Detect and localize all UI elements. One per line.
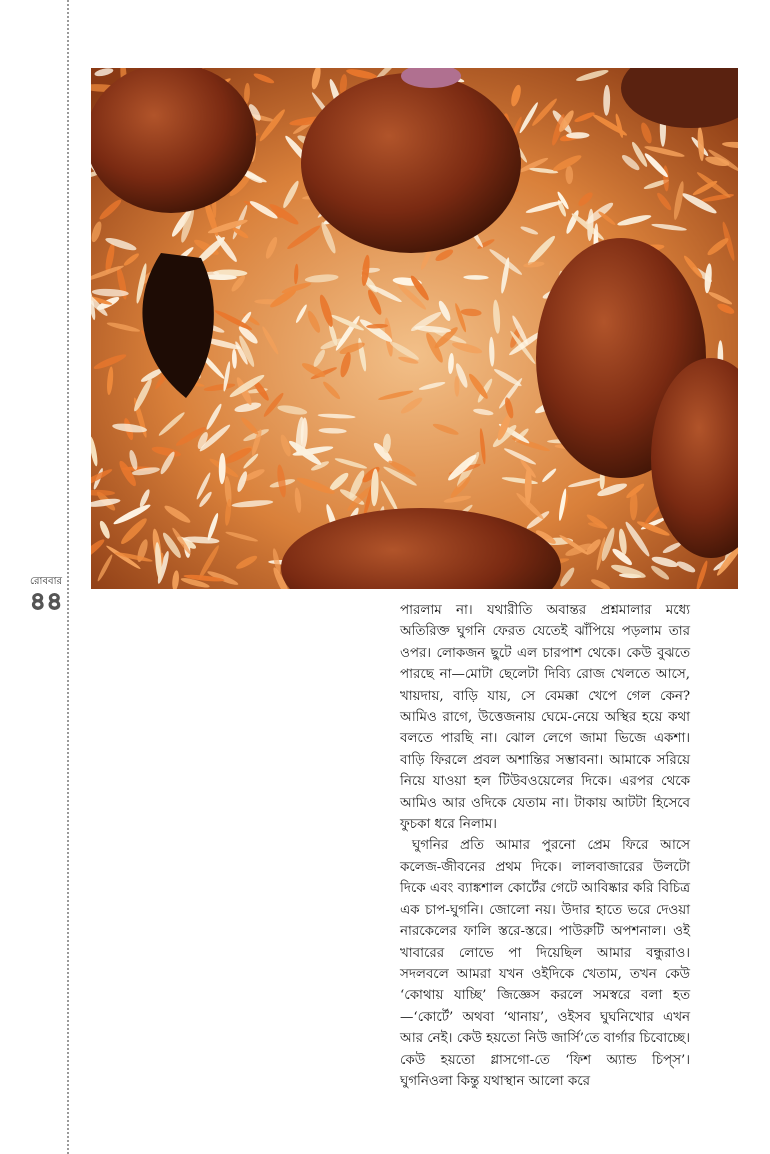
page-number: ৪৪ xyxy=(30,587,64,615)
page-folio xyxy=(30,576,74,614)
article-paragraph: পারলাম না। যথারীতি অবান্তর প্রশ্নমালার মধ্যে অতিরিক্ত ঘুগনি ফেরত যেতেই ঝাঁপিয়ে পড়লাম তার ওপর। লোকজন ছুটে এল চারপাশ থেকে। কেউ বুঝতে পারছে না—মোটা ছেলেটা দিব্যি রোজ খেলতে আসে, খায়দায়, বাড়ি যায়, সে বেমক্কা খেপে গেল কেন? আমিও রাগে, উত্তেজনায় ঘেমে-নেয়ে অস্থির হয়ে কথা বলতে পারছি না। ঝোল লেগে জামা ভিজে একশা। বাড়ি ফিরলে প্রবল অশান্তির সম্ভাবনা। আমাকে সরিয়ে নিয়ে যাওয়া হল টিউবওয়েলের দিকে। এরপর থেকে আমিও আর ওদিকে যেতাম না। টাকায় আটটা হিসেবে ফুচকা ধরে নিলাম। xyxy=(400,603,690,833)
article-paragraph: ঘুগনির প্রতি আমার পুরনো প্রেম ফিরে আসে কলেজ-জীবনের প্রথম দিকে। লালবাজারের উলটো দিকে এবং ব্যাঙ্কশাল কোর্টের গেটে আবিষ্কার করি বিচিত্র এক চাপ-ঘুগনি। জোলো নয়। উদার হাতে ভরে দেওয়া নারকেলের ফালি স্তরে-স্তরে। পাউরুটি অপশনাল। ওই খাবারের লোভে পা দিয়েছিল আমার বন্ধুরাও। সদলবলে আমরা যখন ওইদিকে খেতাম, তখন কেউ ‘কোথায় যাচ্ছি’ জিজ্ঞেস করলে সমস্বরে বলা হত—‘কোর্টে’ অথবা ‘থানায়’, ওইসব ঘুঘনিখোর এখন আর নেই। কেউ হয়তো নিউ জার্সি’তে বার্গার চিবোচ্ছে। কেউ হয়তো গ্লাসগো-তে ‘ফিশ অ্যান্ড চিপ্‌স’। ঘুগনিওলা কিন্তু যথাস্থান আলো করে xyxy=(400,838,690,1089)
magazine-name: রোববার xyxy=(30,576,62,587)
biryani-photo xyxy=(91,68,738,589)
article-body xyxy=(400,600,690,1092)
chicken-piece xyxy=(301,73,521,253)
